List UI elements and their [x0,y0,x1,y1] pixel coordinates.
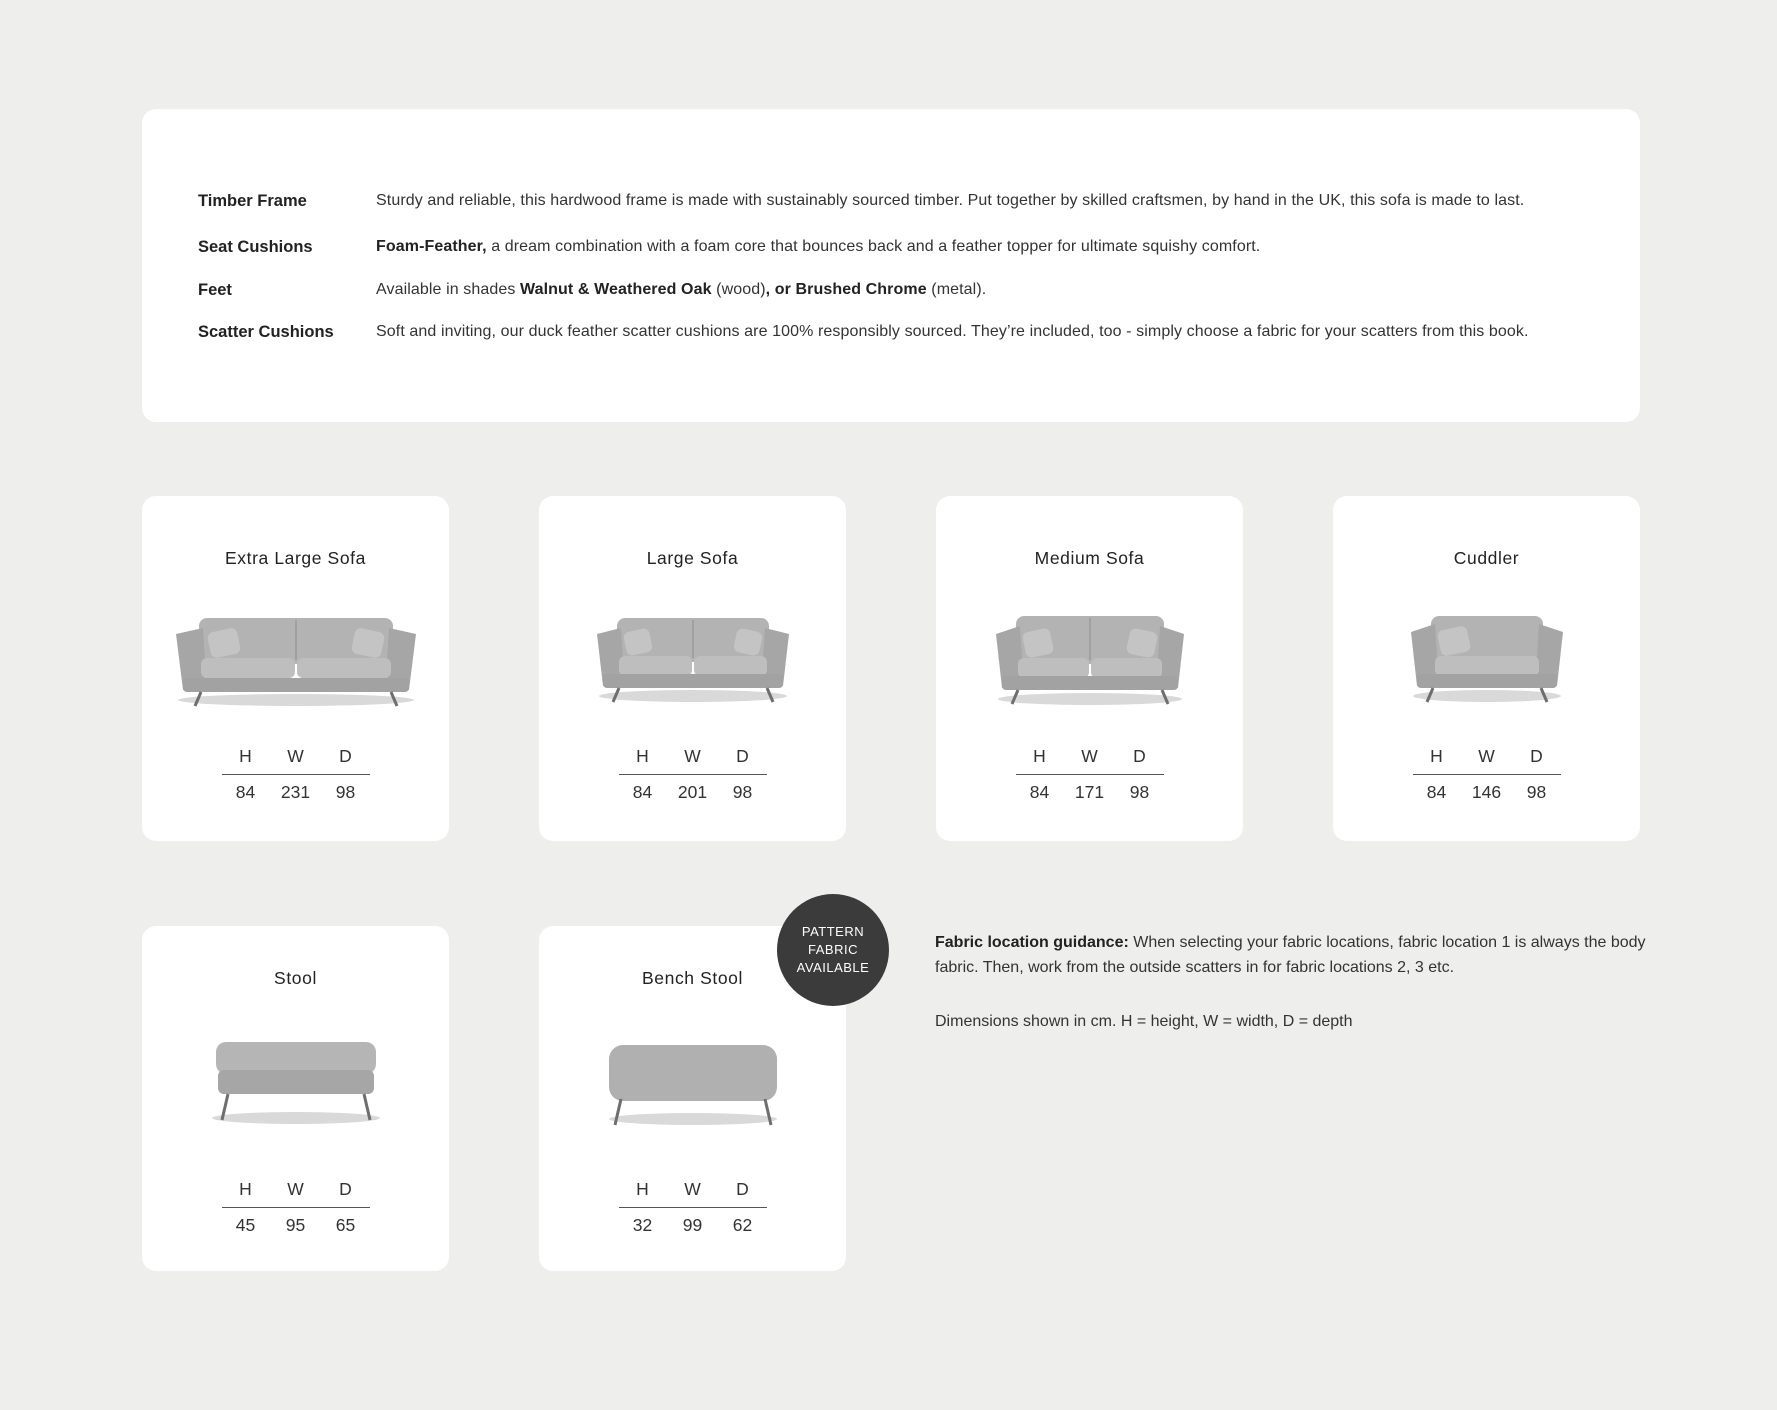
dim-header-depth: D [339,746,352,766]
spec-label: Feet [198,281,232,299]
spec-text-rest: a dream combination with a foam core that bounces back and a feather topper for ultimate squishy comfort. [486,238,1261,255]
dim-value-depth: 98 [732,782,753,802]
dim-header-width: W [287,1179,304,1199]
dim-header-width: W [1081,746,1098,766]
badge-line: AVAILABLE [796,960,870,975]
spec-label: Timber Frame [198,192,307,210]
dim-value-height: 45 [235,1215,256,1235]
dim-header-height: H [1033,746,1046,766]
dim-header-depth: D [1530,746,1543,766]
product-title: Cuddler [1453,548,1520,568]
dim-value-height: 84 [1426,782,1447,802]
dim-header-height: H [636,1179,649,1199]
dimensions-header [1016,746,1164,775]
badge-line: FABRIC [808,942,858,957]
dim-value-depth: 98 [1129,782,1150,802]
dim-header-width: W [287,746,304,766]
product-card-stool[interactable] [142,926,449,1271]
dimensions-header [619,746,767,775]
spec-text-bold: , or Brushed Chrome [765,281,927,298]
pattern-fabric-badge [777,894,889,1006]
dimensions-values [619,1208,767,1236]
cuddler-image [1333,604,1640,714]
specification-panel [142,109,1640,422]
dim-header-width: W [1478,746,1495,766]
dimensions-table [1413,746,1561,803]
dimensions-header [222,746,370,775]
dim-value-width: 171 [1074,782,1105,802]
product-title: Medium Sofa [1034,548,1145,568]
dim-header-height: H [1430,746,1443,766]
dim-header-depth: D [1133,746,1146,766]
dimensions-header [1413,746,1561,775]
dim-value-width: 99 [682,1215,703,1235]
spec-text-part: Available in shades [376,281,521,298]
spec-label: Seat Cushions [198,238,313,256]
product-card-extra-large-sofa[interactable] [142,496,449,841]
dim-header-depth: D [339,1179,352,1199]
dimensions-values [222,1208,370,1236]
dim-header-height: H [239,746,252,766]
badge-line: PATTERN [801,924,865,939]
dim-value-height: 84 [1029,782,1050,802]
product-title: Extra Large Sofa [225,548,366,568]
dim-value-height: 84 [235,782,256,802]
dimensions-table [1016,746,1164,803]
dim-header-depth: D [736,1179,749,1199]
guidance-title: Fabric location guidance: [935,934,1129,951]
dim-value-depth: 98 [1526,782,1547,802]
fabric-location-guidance [935,930,1655,980]
dim-value-width: 95 [285,1215,306,1235]
spec-text [376,280,986,300]
dimensions-header [619,1179,767,1208]
product-title: Stool [274,968,317,988]
dim-header-height: H [636,746,649,766]
dimensions-values [222,775,370,803]
dim-value-width: 146 [1471,782,1502,802]
dimensions-note: Dimensions shown in cm. H = height, W = width, D = depth [935,1013,1353,1030]
dimensions-table [619,1179,767,1236]
dimensions-table [619,746,767,803]
dim-value-depth: 65 [335,1215,356,1235]
dimensions-table [222,746,370,803]
dimensions-values [1016,775,1164,803]
sofa-image [142,604,449,714]
dim-header-height: H [239,1179,252,1199]
product-title: Bench Stool [642,968,743,988]
spec-text-part: (wood) [711,281,766,298]
bench-stool-image [539,1041,846,1151]
dim-header-width: W [684,746,701,766]
sofa-image [936,604,1243,714]
dim-value-depth: 62 [732,1215,753,1235]
spec-text: Soft and inviting, our duck feather scatter cushions are 100% responsibly sourced. They’re included, too - simply choose a fabric for your scatters from this book. [376,323,1529,340]
product-card-cuddler[interactable] [1333,496,1640,841]
dimensions-table [222,1179,370,1236]
dim-header-depth: D [736,746,749,766]
dim-value-width: 201 [677,782,708,802]
dim-value-width: 231 [280,782,311,802]
dimensions-values [1413,775,1561,803]
dimensions-header [222,1179,370,1208]
dimensions-values [619,775,767,803]
dim-value-height: 84 [632,782,653,802]
dim-value-depth: 98 [335,782,356,802]
spec-text [376,237,1260,257]
sofa-image [539,604,846,714]
spec-text-bold: Foam-Feather, [376,238,487,255]
product-title: Large Sofa [646,548,739,568]
dim-value-height: 32 [632,1215,653,1235]
spec-text-part: (metal). [926,281,987,298]
spec-label: Scatter Cushions [198,323,334,341]
dim-header-width: W [684,1179,701,1199]
spec-text: Sturdy and reliable, this hardwood frame is made with sustainably sourced timber. Put together by skilled craftsmen, by hand in the UK, this sofa is made to last. [376,192,1525,209]
product-card-medium-sofa[interactable] [936,496,1243,841]
guidance-text: When selecting your fabric locations, fabric location 1 is always the body fabric. Then, work from the outside scatters in for fabric locations 2, 3 etc. [935,934,1646,976]
stool-image [142,1036,449,1146]
product-card-large-sofa[interactable] [539,496,846,841]
spec-text-bold: Walnut & Weathered Oak [520,281,712,298]
